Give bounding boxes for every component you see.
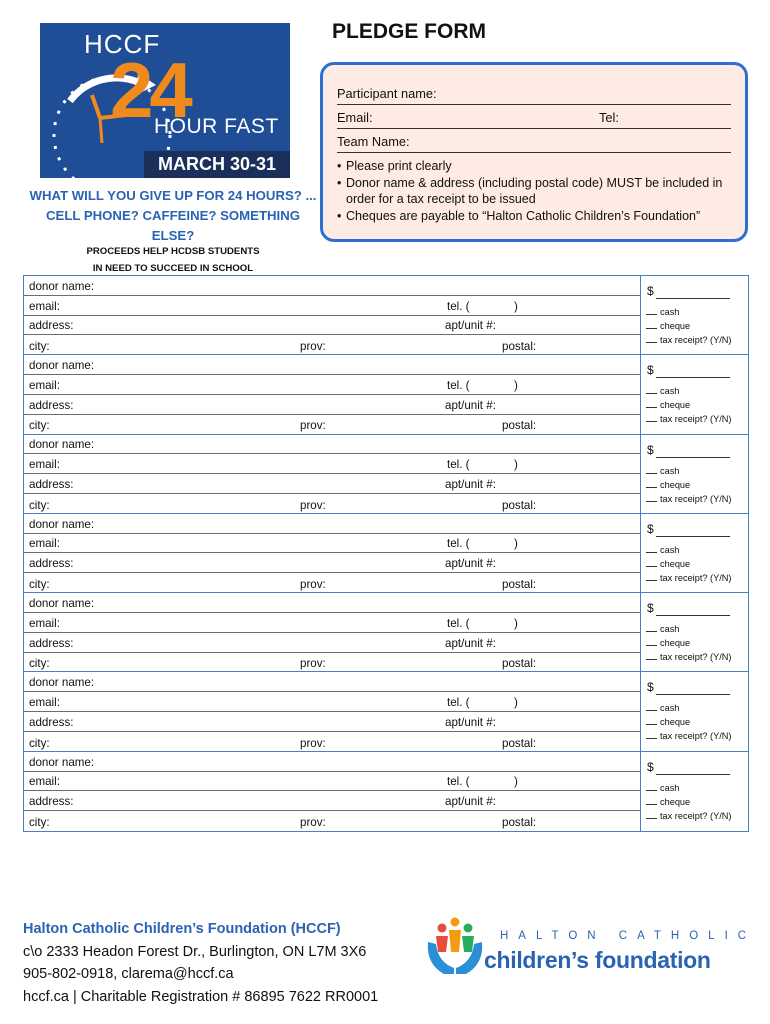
donor-name-label: donor name: bbox=[29, 359, 95, 373]
instruction-item: • Donor name & address (including postal code) MUST be included in order for a tax receipt to be issued bbox=[337, 175, 735, 208]
donor-address-label: address: bbox=[29, 477, 74, 491]
donor-email-label: email: bbox=[29, 696, 60, 710]
participant-email-label: Email: bbox=[337, 110, 373, 125]
donor-email-field[interactable] bbox=[24, 692, 640, 712]
participant-info-box bbox=[320, 62, 748, 242]
cash-option[interactable]: cash bbox=[646, 703, 679, 713]
donor-details bbox=[24, 435, 641, 513]
donor-email-label: email: bbox=[29, 299, 60, 313]
amount-field[interactable] bbox=[656, 694, 730, 695]
cheque-option[interactable]: cheque bbox=[646, 717, 690, 727]
donor-amount-section bbox=[641, 672, 748, 750]
dollar-sign: $ bbox=[647, 680, 654, 695]
donor-city-field[interactable] bbox=[24, 653, 640, 673]
donor-tel-label: tel. ( bbox=[447, 299, 470, 313]
donor-tel-close-label: ) bbox=[514, 537, 518, 551]
tax-receipt-option[interactable]: tax receipt? (Y/N) bbox=[646, 731, 731, 741]
donor-city-label: city: bbox=[29, 736, 50, 750]
cash-option[interactable]: cash bbox=[646, 386, 679, 396]
tax-receipt-option[interactable]: tax receipt? (Y/N) bbox=[646, 573, 731, 583]
donor-amount-section bbox=[641, 276, 748, 354]
logo-date-banner: MARCH 30-31 bbox=[144, 151, 290, 178]
donor-entry bbox=[24, 435, 748, 514]
donor-entry bbox=[24, 672, 748, 751]
tagline: WHAT WILL YOU GIVE UP FOR 24 HOURS? ... CELL PHONE? CAFFEINE? SOMETHING ELSE? bbox=[29, 188, 317, 243]
donor-details bbox=[24, 276, 641, 354]
donor-details bbox=[24, 672, 641, 750]
donor-tel-close-label: ) bbox=[514, 775, 518, 789]
donor-apt-label: apt/unit #: bbox=[445, 477, 496, 491]
footer-address: c\o 2333 Headon Forest Dr., Burlington, ON L7M 3X6 bbox=[23, 944, 367, 960]
dollar-sign: $ bbox=[647, 601, 654, 616]
donor-tel-close-label: ) bbox=[514, 299, 518, 313]
donor-entry bbox=[24, 752, 748, 831]
donor-city-label: city: bbox=[29, 578, 50, 592]
donor-city-field[interactable] bbox=[24, 415, 640, 435]
donor-apt-label: apt/unit #: bbox=[445, 398, 496, 412]
donor-email-field[interactable] bbox=[24, 375, 640, 395]
donor-details bbox=[24, 752, 641, 831]
donor-address-label: address: bbox=[29, 557, 74, 571]
team-name-field[interactable] bbox=[337, 131, 731, 153]
donor-table bbox=[23, 275, 749, 832]
donor-tel-close-label: ) bbox=[514, 616, 518, 630]
donor-email-field[interactable] bbox=[24, 534, 640, 554]
donor-email-field[interactable] bbox=[24, 296, 640, 316]
hccf-24-hour-fast-logo bbox=[40, 23, 290, 178]
donor-tel-label: tel. ( bbox=[447, 775, 470, 789]
cash-option[interactable]: cash bbox=[646, 783, 679, 793]
proceeds-note bbox=[28, 243, 318, 277]
donor-tel-label: tel. ( bbox=[447, 458, 470, 472]
cheque-option[interactable]: cheque bbox=[646, 400, 690, 410]
donor-prov-label: prov: bbox=[300, 498, 326, 512]
donor-postal-label: postal: bbox=[502, 419, 537, 433]
tax-receipt-option[interactable]: tax receipt? (Y/N) bbox=[646, 335, 731, 345]
donor-prov-label: prov: bbox=[300, 578, 326, 592]
instruction-item: • Please print clearly bbox=[337, 158, 735, 175]
team-name-label: Team Name: bbox=[337, 134, 410, 149]
cash-option[interactable]: cash bbox=[646, 466, 679, 476]
donor-name-label: donor name: bbox=[29, 596, 95, 610]
donor-name-field[interactable] bbox=[24, 276, 640, 296]
tax-receipt-option[interactable]: tax receipt? (Y/N) bbox=[646, 494, 731, 504]
donor-prov-label: prov: bbox=[300, 419, 326, 433]
tax-receipt-option[interactable]: tax receipt? (Y/N) bbox=[646, 652, 731, 662]
footer-registration: hccf.ca | Charitable Registration # 86895 7622 RR0001 bbox=[23, 989, 379, 1005]
donor-address-field[interactable] bbox=[24, 633, 640, 653]
donor-apt-label: apt/unit #: bbox=[445, 319, 496, 333]
donor-city-field[interactable] bbox=[24, 335, 640, 355]
amount-field[interactable] bbox=[656, 377, 730, 378]
donor-city-label: city: bbox=[29, 340, 50, 354]
donor-postal-label: postal: bbox=[502, 498, 537, 512]
donor-tel-label: tel. ( bbox=[447, 537, 470, 551]
donor-postal-label: postal: bbox=[502, 340, 537, 354]
amount-field[interactable] bbox=[656, 774, 730, 775]
participant-email-field[interactable] bbox=[337, 107, 731, 129]
donor-apt-label: apt/unit #: bbox=[445, 636, 496, 650]
donor-address-label: address: bbox=[29, 795, 74, 809]
page-title: PLEDGE FORM bbox=[332, 20, 487, 43]
donor-city-label: city: bbox=[29, 498, 50, 512]
amount-field[interactable] bbox=[656, 615, 730, 616]
donor-address-label: address: bbox=[29, 319, 74, 333]
donor-apt-label: apt/unit #: bbox=[445, 795, 496, 809]
footer-contact: 905-802-0918, clarema@hccf.ca bbox=[23, 966, 234, 982]
cash-option[interactable]: cash bbox=[646, 545, 679, 555]
cheque-option[interactable]: cheque bbox=[646, 638, 690, 648]
donor-name-label: donor name: bbox=[29, 676, 95, 690]
donor-postal-label: postal: bbox=[502, 578, 537, 592]
donor-tel-label: tel. ( bbox=[447, 616, 470, 630]
donor-address-field[interactable] bbox=[24, 712, 640, 732]
donor-email-field[interactable] bbox=[24, 772, 640, 792]
donor-address-label: address: bbox=[29, 715, 74, 729]
donor-prov-label: prov: bbox=[300, 815, 326, 829]
logo-24-text: 24 bbox=[110, 46, 189, 134]
donor-city-field[interactable] bbox=[24, 573, 640, 593]
donor-entry bbox=[24, 514, 748, 593]
cheque-option[interactable]: cheque bbox=[646, 480, 690, 490]
donor-amount-section bbox=[641, 355, 748, 433]
donor-address-label: address: bbox=[29, 398, 74, 412]
donor-entry bbox=[24, 276, 748, 355]
donor-prov-label: prov: bbox=[300, 657, 326, 671]
donor-details bbox=[24, 593, 641, 671]
donor-name-field[interactable] bbox=[24, 435, 640, 455]
cheque-option[interactable]: cheque bbox=[646, 797, 690, 807]
donor-name-label: donor name: bbox=[29, 755, 95, 769]
donor-amount-section bbox=[641, 752, 748, 831]
donor-name-field[interactable] bbox=[24, 593, 640, 613]
donor-tel-close-label: ) bbox=[514, 458, 518, 472]
cheque-option[interactable]: cheque bbox=[646, 559, 690, 569]
donor-email-label: email: bbox=[29, 775, 60, 789]
donor-postal-label: postal: bbox=[502, 815, 537, 829]
donor-name-label: donor name: bbox=[29, 279, 95, 293]
instruction-item: • Cheques are payable to “Halton Catholic Children’s Foundation” bbox=[337, 208, 735, 225]
donor-email-label: email: bbox=[29, 378, 60, 392]
donor-apt-label: apt/unit #: bbox=[445, 715, 496, 729]
dollar-sign: $ bbox=[647, 759, 654, 774]
foundation-logo-halton: HALTON CATHOLIC bbox=[500, 930, 757, 942]
donor-email-label: email: bbox=[29, 616, 60, 630]
logo-hour-fast-text: HOUR FAST bbox=[154, 115, 279, 138]
donor-name-label: donor name: bbox=[29, 438, 95, 452]
donor-address-field[interactable] bbox=[24, 316, 640, 336]
cash-option[interactable]: cash bbox=[646, 307, 679, 317]
participant-name-field[interactable] bbox=[337, 83, 731, 105]
donor-name-field[interactable] bbox=[24, 672, 640, 692]
participant-tel-label: Tel: bbox=[599, 110, 619, 125]
donor-prov-label: prov: bbox=[300, 340, 326, 354]
donor-name-field[interactable] bbox=[24, 514, 640, 534]
donor-entry bbox=[24, 593, 748, 672]
donor-tel-label: tel. ( bbox=[447, 696, 470, 710]
dollar-sign: $ bbox=[647, 442, 654, 457]
foundation-logo-wordmark: children’s foundation bbox=[484, 947, 711, 973]
donor-details bbox=[24, 514, 641, 592]
donor-apt-label: apt/unit #: bbox=[445, 557, 496, 571]
hands-children-icon bbox=[420, 912, 490, 982]
cheque-option[interactable]: cheque bbox=[646, 321, 690, 331]
donor-email-label: email: bbox=[29, 537, 60, 551]
proceeds-line-2: IN NEED TO SUCCEED IN SCHOOL bbox=[92, 263, 254, 274]
cash-option[interactable]: cash bbox=[646, 624, 679, 634]
donor-name-field[interactable] bbox=[24, 355, 640, 375]
proceeds-line-1: PROCEEDS HELP HCDSB STUDENTS bbox=[86, 246, 260, 257]
donor-prov-label: prov: bbox=[300, 736, 326, 750]
donor-postal-label: postal: bbox=[502, 736, 537, 750]
donor-amount-section bbox=[641, 435, 748, 513]
donor-name-field[interactable] bbox=[24, 752, 640, 772]
tax-receipt-option[interactable]: tax receipt? (Y/N) bbox=[646, 414, 731, 424]
dollar-sign: $ bbox=[647, 363, 654, 378]
amount-field[interactable] bbox=[656, 536, 730, 537]
dollar-sign: $ bbox=[647, 284, 654, 298]
donor-address-field[interactable] bbox=[24, 474, 640, 494]
donor-address-field[interactable] bbox=[24, 553, 640, 573]
donor-city-label: city: bbox=[29, 657, 50, 671]
donor-tel-label: tel. ( bbox=[447, 378, 470, 392]
donor-amount-section bbox=[641, 514, 748, 592]
tax-receipt-option[interactable]: tax receipt? (Y/N) bbox=[646, 811, 731, 821]
donor-email-label: email: bbox=[29, 458, 60, 472]
instructions-list bbox=[337, 158, 735, 224]
donor-tel-close-label: ) bbox=[514, 696, 518, 710]
donor-address-field[interactable] bbox=[24, 395, 640, 415]
donor-details bbox=[24, 355, 641, 433]
participant-name-label: Participant name: bbox=[337, 86, 437, 101]
donor-email-field[interactable] bbox=[24, 613, 640, 633]
amount-field[interactable] bbox=[656, 457, 730, 458]
donor-city-field[interactable] bbox=[24, 811, 640, 831]
logo-hccf-text: HCCF bbox=[84, 29, 161, 59]
donor-city-field[interactable] bbox=[24, 732, 640, 752]
amount-field[interactable] bbox=[656, 298, 730, 299]
donor-tel-close-label: ) bbox=[514, 378, 518, 392]
donor-city-label: city: bbox=[29, 815, 50, 829]
donor-city-field[interactable] bbox=[24, 494, 640, 514]
donor-name-label: donor name: bbox=[29, 517, 95, 531]
dollar-sign: $ bbox=[647, 521, 654, 536]
footer-org-name: Halton Catholic Children’s Foundation (HCCF) bbox=[23, 921, 341, 937]
donor-email-field[interactable] bbox=[24, 454, 640, 474]
donor-postal-label: postal: bbox=[502, 657, 537, 671]
donor-city-label: city: bbox=[29, 419, 50, 433]
donor-address-field[interactable] bbox=[24, 791, 640, 811]
donor-entry bbox=[24, 355, 748, 434]
donor-amount-section bbox=[641, 593, 748, 671]
donor-address-label: address: bbox=[29, 636, 74, 650]
